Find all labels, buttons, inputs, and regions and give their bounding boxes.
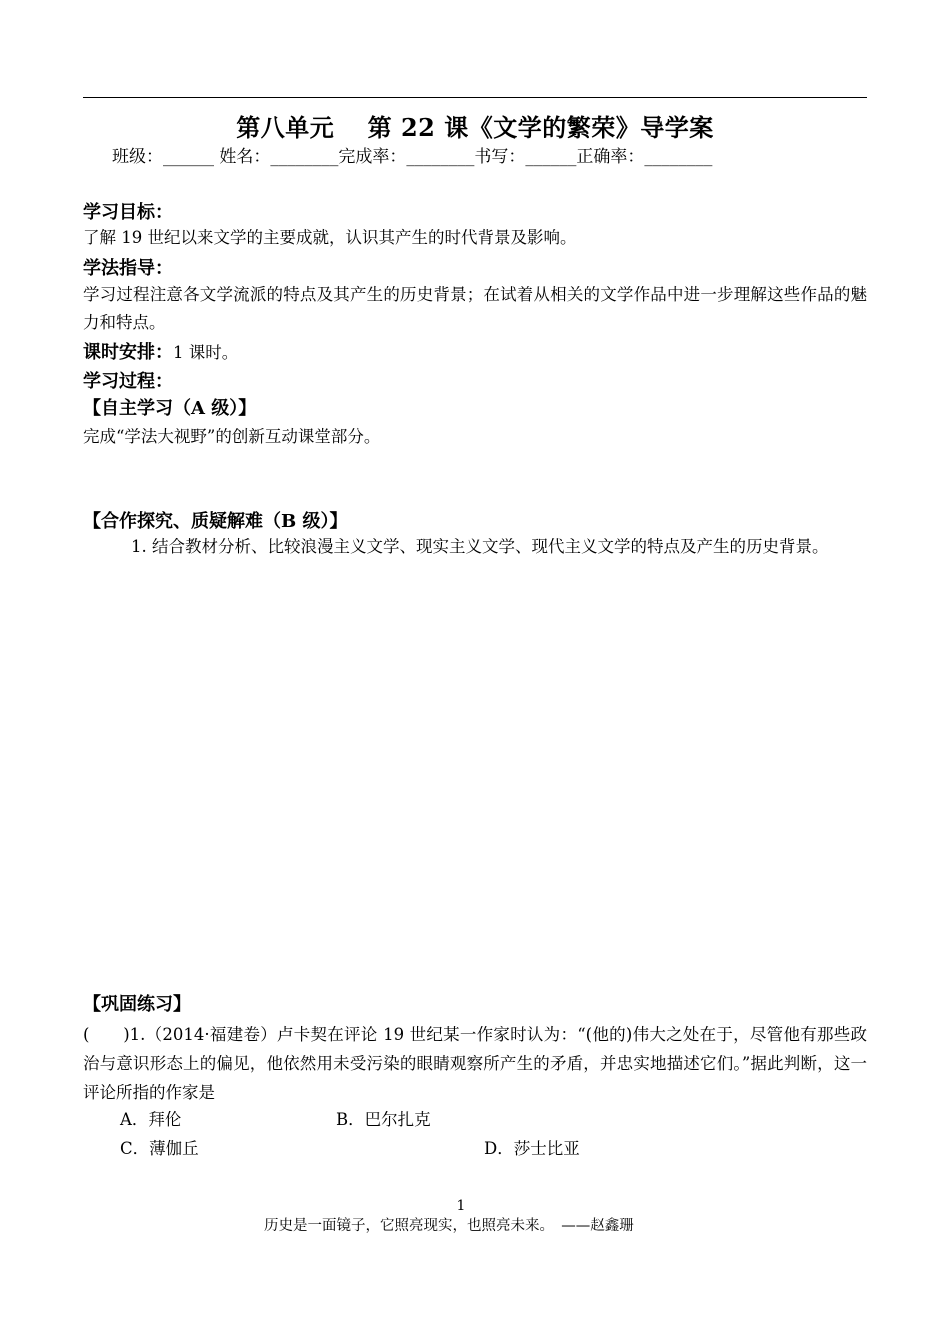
option-b: B．巴尔扎克 bbox=[336, 1110, 431, 1129]
self-study-heading: 【自主学习（A 级）】 bbox=[83, 398, 257, 419]
coop-heading: 【合作探究、质疑解难（B 级）】 bbox=[83, 511, 348, 532]
option-a: A．拜伦 bbox=[120, 1110, 182, 1129]
process-heading: 学习过程： bbox=[83, 371, 173, 392]
footer-quote: 历史是一面镜子，它照亮现实，也照亮未来。 ——赵鑫珊 bbox=[264, 1218, 634, 1234]
practice-heading: 【巩固练习】 bbox=[83, 994, 191, 1015]
option-d: D．莎士比亚 bbox=[484, 1139, 580, 1158]
schedule-heading: 课时安排： bbox=[83, 342, 173, 363]
self-study-text: 完成“学法大视野”的创新互动课堂部分。 bbox=[83, 427, 381, 446]
method-text: 学习过程注意各文学流派的特点及其产生的历史背景；在试着从相关的文学作品中进一步理解这些作品的魅力和特点。 bbox=[83, 285, 867, 332]
goals-heading: 学习目标： bbox=[83, 202, 173, 223]
option-c: C．薄伽丘 bbox=[120, 1139, 199, 1158]
schedule-text: 1 课时。 bbox=[173, 343, 239, 362]
method-heading: 学法指导： bbox=[83, 258, 173, 279]
practice-question-1: ( )1.（2014·福建卷）卢卡契在评论 19 世纪某一作家时认为：“(他的)伟大之处在于，尽管他有那些政治与意识形态上的偏见，他依然用未受污染的眼睛观察所产生的矛盾，并忠实地描述它们。”据此判断，这一评论所指的作家是 bbox=[83, 1025, 867, 1102]
coop-question-1: 1. 结合教材分析、比较浪漫主义文学、现实主义文学、现代主义文学的特点及产生的历史背景。 bbox=[131, 537, 829, 556]
student-info-line: 班级：______ 姓名：________完成率：________书写：______正确率：________ bbox=[112, 147, 713, 167]
header-rule bbox=[83, 97, 867, 98]
page-title: 第八单元 第 22 课《文学的繁荣》导学案 bbox=[236, 113, 714, 142]
schedule-line bbox=[83, 338, 238, 366]
goals-text: 了解 19 世纪以来文学的主要成就，认识其产生的时代背景及影响。 bbox=[83, 228, 577, 247]
page-number: 1 bbox=[456, 1198, 466, 1214]
